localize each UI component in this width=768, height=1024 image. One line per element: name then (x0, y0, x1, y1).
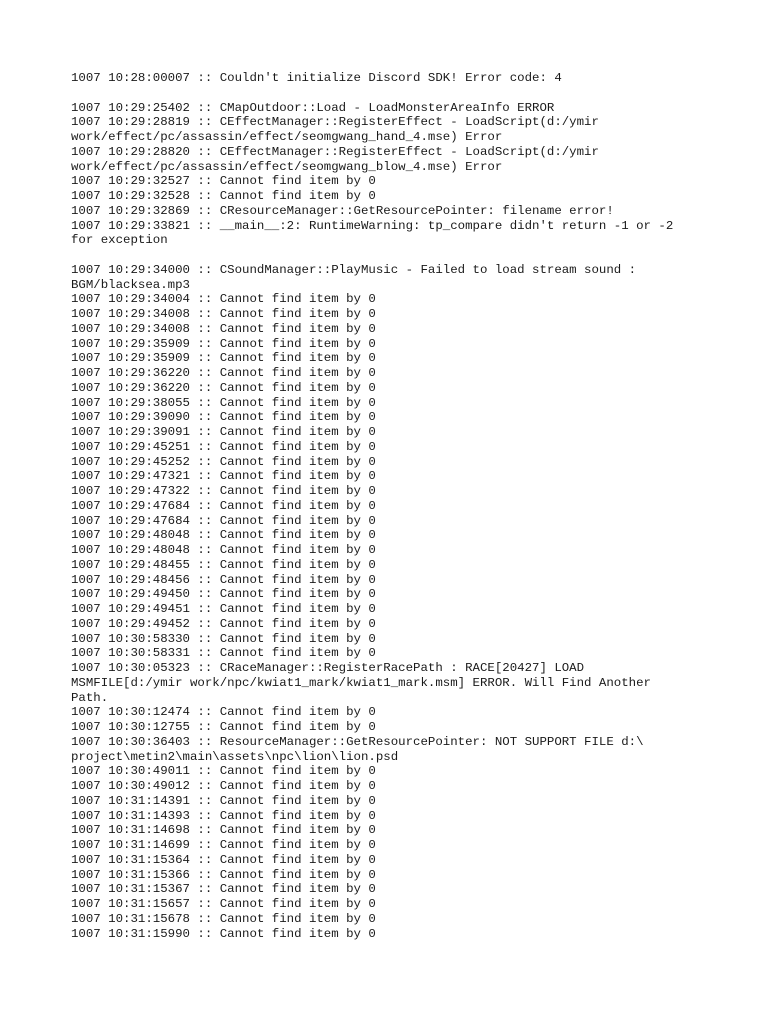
log-line: 1007 10:31:14391 :: Cannot find item by 0 (71, 793, 376, 808)
log-line: 1007 10:29:47321 :: Cannot find item by 0 (71, 469, 376, 484)
log-line: 1007 10:29:39090 :: Cannot find item by 0 (71, 410, 376, 425)
log-block (71, 71, 711, 86)
log-line: 1007 10:29:32527 :: Cannot find item by 0 (71, 174, 376, 189)
log-line: 1007 10:30:05323 :: CRaceManager::RegisterRacePath : RACE[20427] LOAD MSMFILE[d:/ymir work/npc/kwiat1_mark/kwiat1_mark.msm] ERROR. Will Find Another Path. (71, 661, 651, 705)
log-line: 1007 10:29:48048 :: Cannot find item by 0 (71, 528, 376, 543)
log-document (71, 71, 711, 941)
log-line: 1007 10:29:34008 :: Cannot find item by 0 (71, 321, 376, 336)
log-line: 1007 10:29:33821 :: __main__:2: RuntimeWarning: tp_compare didn't return -1 or -2 for exception (71, 218, 674, 248)
log-line: 1007 10:31:14393 :: Cannot find item by 0 (71, 808, 376, 823)
log-line: 1007 10:31:15366 :: Cannot find item by 0 (71, 867, 376, 882)
log-line: 1007 10:31:14698 :: Cannot find item by 0 (71, 823, 376, 838)
log-block (71, 101, 711, 249)
log-line: 1007 10:31:15657 :: Cannot find item by 0 (71, 897, 376, 911)
log-line: 1007 10:29:32528 :: Cannot find item by 0 (71, 189, 376, 203)
log-line: 1007 10:29:34004 :: Cannot find item by 0 (71, 292, 376, 307)
log-line: 1007 10:29:28820 :: CEffectManager::RegisterEffect - LoadScript(d:/ymir work/effect/pc/assassin/effect/seomgwang_blow_4.mse) Error (71, 144, 599, 174)
log-line: 1007 10:29:39091 :: Cannot find item by 0 (71, 425, 376, 439)
log-line: 1007 10:28:00007 :: Couldn't initialize Discord SDK! Error code: 4 (71, 71, 562, 85)
log-line: 1007 10:29:49451 :: Cannot find item by 0 (71, 602, 376, 616)
log-line: 1007 10:29:34000 :: CSoundManager::PlayMusic - Failed to load stream sound : BGM/blacksea.mp3 (71, 262, 637, 292)
log-line: 1007 10:29:49450 :: Cannot find item by 0 (71, 587, 376, 602)
log-line: 1007 10:29:48456 :: Cannot find item by 0 (71, 572, 376, 587)
log-line: 1007 10:31:15678 :: Cannot find item by 0 (71, 911, 376, 926)
log-line: 1007 10:31:14699 :: Cannot find item by 0 (71, 838, 376, 852)
log-line: 1007 10:29:28819 :: CEffectManager::RegisterEffect - LoadScript(d:/ymir work/effect/pc/assassin/effect/seomgwang_hand_4.mse) Error (71, 115, 599, 144)
log-line: 1007 10:29:48048 :: Cannot find item by 0 (71, 543, 376, 557)
log-line: 1007 10:29:38055 :: Cannot find item by 0 (71, 395, 376, 410)
log-line: 1007 10:30:12474 :: Cannot find item by 0 (71, 705, 376, 720)
log-line: 1007 10:29:47322 :: Cannot find item by 0 (71, 484, 376, 498)
log-line: 1007 10:30:49012 :: Cannot find item by 0 (71, 779, 376, 793)
log-line: 1007 10:29:49452 :: Cannot find item by 0 (71, 616, 376, 631)
log-line: 1007 10:29:45252 :: Cannot find item by 0 (71, 454, 376, 469)
blank-line (71, 248, 711, 263)
log-line: 1007 10:29:32869 :: CResourceManager::GetResourcePointer: filename error! (71, 203, 614, 218)
log-line: 1007 10:29:47684 :: Cannot find item by 0 (71, 513, 376, 528)
blank-line (71, 86, 711, 101)
log-line: 1007 10:29:36220 :: Cannot find item by 0 (71, 380, 376, 395)
log-line: 1007 10:30:58330 :: Cannot find item by 0 (71, 631, 376, 646)
log-line: 1007 10:30:49011 :: Cannot find item by 0 (71, 764, 376, 779)
log-line: 1007 10:29:34008 :: Cannot find item by 0 (71, 307, 376, 321)
log-line: 1007 10:31:15367 :: Cannot find item by 0 (71, 882, 376, 897)
log-line: 1007 10:29:48455 :: Cannot find item by 0 (71, 557, 376, 572)
log-line: 1007 10:29:25402 :: CMapOutdoor::Load - LoadMonsterAreaInfo ERROR (71, 100, 555, 115)
log-line: 1007 10:30:58331 :: Cannot find item by 0 (71, 646, 376, 661)
log-line: 1007 10:29:35909 :: Cannot find item by 0 (71, 336, 376, 351)
log-line: 1007 10:31:15990 :: Cannot find item by 0 (71, 926, 376, 941)
log-line: 1007 10:30:36403 :: ResourceManager::GetResourcePointer: NOT SUPPORT FILE d:\ project\metin2\main\assets\npc\lion\lion.psd (71, 734, 644, 764)
log-block (71, 263, 711, 942)
log-line: 1007 10:29:35909 :: Cannot find item by 0 (71, 351, 376, 366)
log-line: 1007 10:31:15364 :: Cannot find item by 0 (71, 852, 376, 867)
log-line: 1007 10:29:45251 :: Cannot find item by 0 (71, 439, 376, 454)
log-line: 1007 10:30:12755 :: Cannot find item by 0 (71, 720, 376, 734)
log-line: 1007 10:29:36220 :: Cannot find item by 0 (71, 366, 376, 380)
log-line: 1007 10:29:47684 :: Cannot find item by 0 (71, 498, 376, 513)
